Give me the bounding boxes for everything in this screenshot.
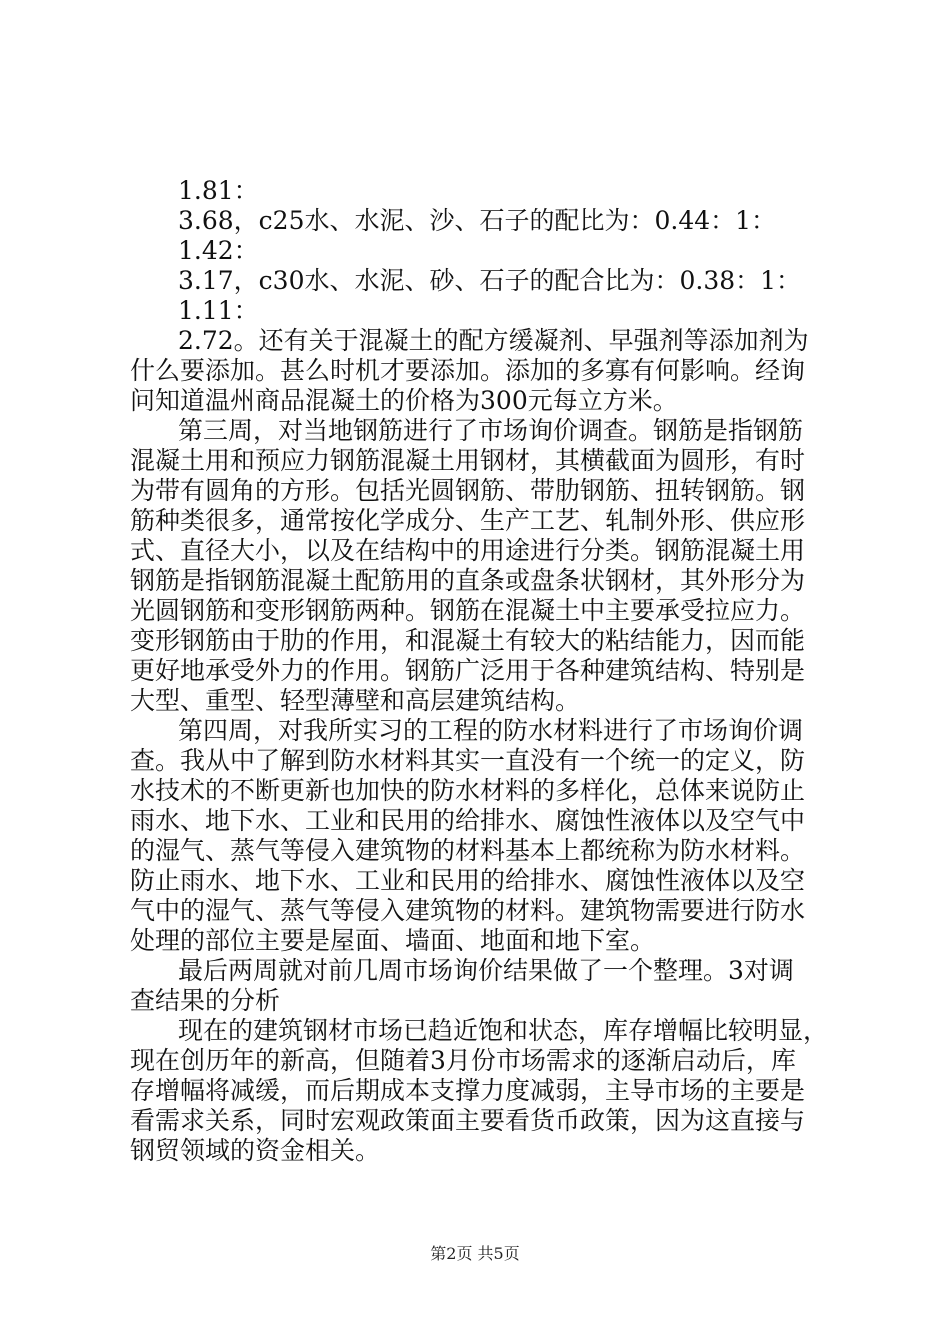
text-line: 防止雨水、地下水、工业和民用的给排水、腐蚀性液体以及空 — [130, 866, 806, 895]
text-line: 问知道温州商品混凝土的价格为300元每立方米。 — [130, 386, 678, 415]
text-line: 气中的湿气、蒸气等侵入建筑物的材料。建筑物需要进行防水 — [130, 896, 806, 925]
text-line: 的湿气、蒸气等侵入建筑物的材料基本上都统称为防水材料。 — [130, 836, 806, 865]
text-line: 2.72。还有关于混凝土的配方缓凝剂、早强剂等添加剂为 — [178, 326, 809, 355]
text-line: 钢贸领域的资金相关。 — [130, 1136, 381, 1165]
text-line: 查结果的分析 — [130, 986, 281, 1015]
text-line: 更好地承受外力的作用。钢筋广泛用于各种建筑结构、特别是 — [130, 656, 806, 685]
text-line: 筋种类很多，通常按化学成分、生产工艺、轧制外形、供应形 — [130, 506, 806, 535]
text-line: 光圆钢筋和变形钢筋两种。钢筋在混凝土中主要承受拉应力。 — [130, 596, 806, 625]
text-line: 什么要添加。甚么时机才要添加。添加的多寡有何影响。经询 — [130, 356, 806, 385]
text-line: 1.81： — [178, 176, 259, 205]
text-line: 现在创历年的新高，但随着3月份市场需求的逐渐启动后，库 — [130, 1046, 796, 1075]
text-line: 最后两周就对前几周市场询价结果做了一个整理。3对调 — [178, 956, 794, 985]
text-line: 第四周，对我所实习的工程的防水材料进行了市场询价调 — [178, 716, 804, 745]
text-line: 存增幅将减缓，而后期成本支撑力度减弱，主导市场的主要是 — [130, 1076, 806, 1105]
text-line: 式、直径大小，以及在结构中的用途进行分类。钢筋混凝土用 — [130, 536, 806, 565]
text-line: 看需求关系，同时宏观政策面主要看货币政策，因为这直接与 — [130, 1106, 806, 1135]
text-line: 1.42： — [178, 236, 259, 265]
text-line: 大型、重型、轻型薄壁和高层建筑结构。 — [130, 686, 581, 715]
text-line: 变形钢筋由于肋的作用，和混凝土有较大的粘结能力，因而能 — [130, 626, 806, 655]
text-line: 水技术的不断更新也加快的防水材料的多样化，总体来说防止 — [130, 776, 806, 805]
text-line: 第三周，对当地钢筋进行了市场询价调查。钢筋是指钢筋 — [178, 416, 804, 445]
text-line: 混凝土用和预应力钢筋混凝土用钢材，其横截面为圆形，有时 — [130, 446, 806, 475]
text-line: 3.68，c25水、水泥、沙、石子的配比为：0.44：1： — [178, 206, 777, 235]
text-line: 3.17，c30水、水泥、砂、石子的配合比为：0.38：1： — [178, 266, 802, 295]
document-body — [130, 176, 835, 1166]
text-line: 处理的部位主要是屋面、墙面、地面和地下室。 — [130, 926, 656, 955]
page-number-footer: 第2页 共5页 — [430, 1244, 520, 1263]
text-line: 雨水、地下水、工业和民用的给排水、腐蚀性液体以及空气中 — [130, 806, 806, 835]
text-line: 现在的建筑钢材市场已趋近饱和状态，库存增幅比较明显， — [178, 1016, 829, 1045]
text-line: 查。我从中了解到防水材料其实一直没有一个统一的定义，防 — [130, 746, 806, 775]
text-line: 钢筋是指钢筋混凝土配筋用的直条或盘条状钢材，其外形分为 — [130, 566, 806, 595]
text-line: 1.11： — [178, 296, 259, 325]
text-line: 为带有圆角的方形。包括光圆钢筋、带肋钢筋、扭转钢筋。钢 — [130, 476, 806, 505]
